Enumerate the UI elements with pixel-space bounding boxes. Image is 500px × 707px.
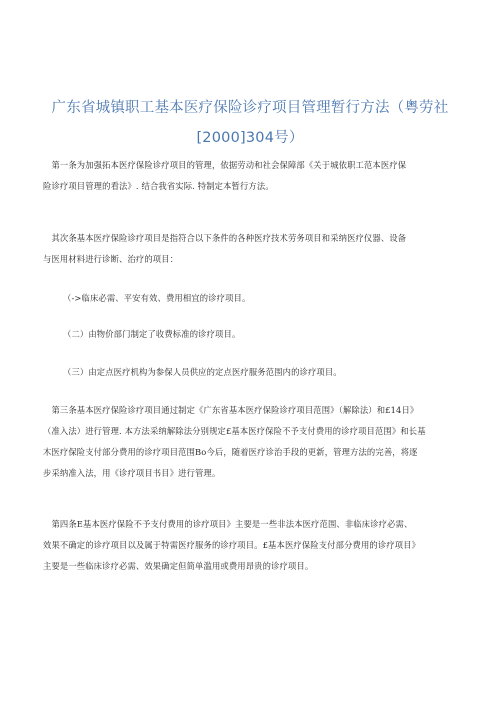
list-item-2	[63, 324, 478, 345]
paragraph-line: （二）由物价部门制定了收费标准的诊疗项目。	[63, 329, 241, 339]
paragraph-article-1	[43, 155, 458, 197]
paragraph-article-4	[43, 514, 458, 577]
paragraph-line: 险诊疗项目管理的看法》. 结合我省实际. 特制定本暂行方法。	[43, 181, 274, 191]
paragraph-article-2	[43, 228, 458, 270]
paragraph-line: 第一条为加强拓本医疗保险诊疗项目的管理，依据劳动和社会保障部《关于城依职工范本医疗保	[43, 160, 407, 170]
paragraph-line: 与医用材料进行诊断、治疗的项目：	[43, 254, 179, 264]
list-item-3	[63, 362, 478, 383]
paragraph-line: 效果不确定的诊疗项目以及属于特需医疗服务的诊疗项目。£基本医疗保险支付部分费用的诊疗项目》	[43, 540, 421, 550]
document-title-line-1: 广东省城镇职工基本医疗保险诊疗项目管理暂行方法（粤劳社	[51, 100, 449, 116]
paragraph-line: 第四条E基本医疗保险不予支付费用的诊疗项目》主要是一些非法本医疗范围、非临床诊疗必需、	[43, 519, 413, 529]
list-item-1	[63, 288, 478, 309]
paragraph-line: 第三条基本医疗保险诊疗项目通过制定《广东省基本医疗保险诊疗项目范围》（解除法）和£14日》	[43, 405, 419, 415]
document-title-line-2: [2000]304号）	[196, 130, 304, 146]
paragraph-line: （->临床必需、平安有效、费用相宜的诊疗项目。	[63, 293, 251, 303]
paragraph-line: 步采纳准入法，用《诊疗项目书目》进行管理。	[43, 468, 221, 478]
paragraph-line: （准入法）进行管理. 本方法采纳解除法分别规定£基本医疗保险不予支付费用的诊疗项目范围》和长基	[43, 426, 426, 436]
paragraph-line: （三）由定点医疗机构为参保人员供应的定点医疗服务范围内的诊疗项目。	[63, 367, 342, 377]
paragraph-article-3	[43, 400, 458, 484]
paragraph-line: 主要是一些临床诊疗必需、效果确定但简单滥用或费用昂贵的诊疗项目。	[43, 561, 314, 571]
paragraph-line: 木医疗保险支付部分费用的诊疗项目范围Bo今后，随着医疗诊治手段的更新，管理方法的完善，将逐	[43, 447, 418, 457]
paragraph-line: 其次条基本医疗保险诊疗项目是指符合以下条件的各种医疗技术劳务项目和采纳医疗仪器、设备	[43, 233, 407, 243]
